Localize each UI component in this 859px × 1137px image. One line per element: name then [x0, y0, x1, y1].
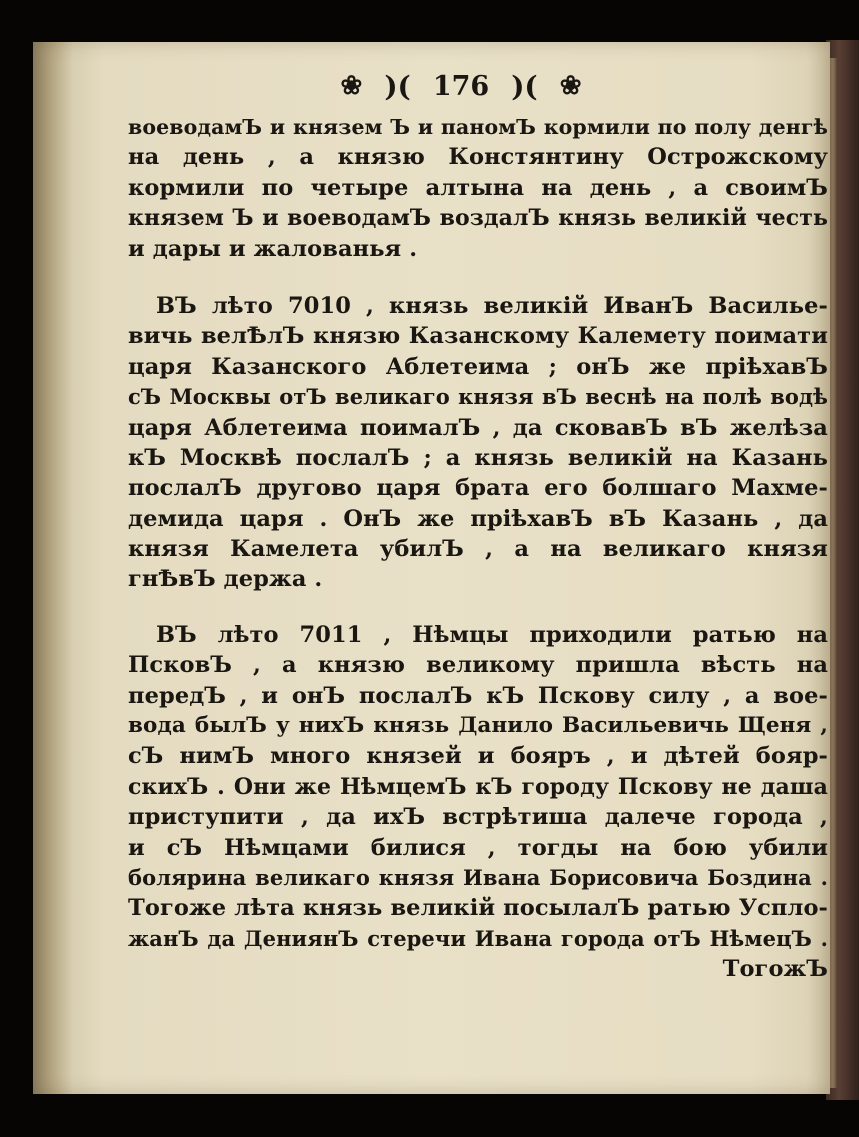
- text-line: вичь велѢлЪ князю Казанскому Калемету поимати: [128, 323, 828, 350]
- book-page: [33, 42, 830, 1094]
- text-line: Тогоже лѣта князь великій посылалЪ ратью Успло-: [128, 895, 828, 922]
- text-line: демида царя . ОнЪ же пріѣхавЪ вЪ Казань , да: [128, 505, 828, 532]
- paragraph-3: [128, 620, 828, 985]
- text-line: кЪ Москвѣ послалЪ ; а князь великій на Казань: [128, 444, 828, 471]
- text-line: князя Камелета убилЪ , а на великаго князя: [128, 536, 828, 563]
- text-line: скихЪ . Они же НѣмцемЪ кЪ городу Пскову не даша: [128, 773, 828, 800]
- text-line: кормили по четыре алтына на день , а своимЪ: [128, 174, 828, 201]
- text-line: царя Аблетеима поималЪ , да сковавЪ вЪ желѣза: [128, 414, 828, 441]
- running-head: [94, 60, 828, 112]
- left-bracket: )(: [384, 69, 411, 103]
- text-line: князем Ъ и воеводамЪ воздалЪ князь великій честь: [128, 205, 828, 232]
- text-line: ВЪ лѣто 7010 , князь великій ИванЪ Василье-: [156, 292, 828, 319]
- paragraph-1: [128, 112, 828, 264]
- right-bracket: )(: [511, 69, 538, 103]
- page-text-block: [128, 60, 828, 985]
- catchword: ТогожЪ: [722, 956, 828, 983]
- text-line: и сЪ Нѣмцами билися , тогды на бою убили: [128, 834, 828, 861]
- page-number: 176: [432, 70, 490, 102]
- text-line: вода былЪ у нихЪ князь Данило Васильевичь Щеня ,: [128, 713, 828, 739]
- text-line: ПсковЪ , а князю великому пришла вѣсть на: [128, 652, 828, 679]
- text-line: на день , а князю Констянтину Острожскому: [128, 144, 828, 171]
- text-line: послалЪ другово царя брата его болшаго Махме-: [128, 475, 828, 502]
- right-ornament-icon: ❀: [559, 71, 582, 101]
- text-line: сЪ нимЪ много князей и бояръ , и дѣтей бояр-: [128, 743, 828, 770]
- paragraph-2: [128, 291, 828, 595]
- text-line: и дары и жалованья .: [128, 235, 418, 262]
- text-line: воеводамЪ и князем Ъ и паномЪ кормили по полу денгѣ: [128, 115, 828, 139]
- left-ornament-icon: ❀: [340, 71, 363, 101]
- text-line: сЪ Москвы отЪ великаго князя вЪ веснѣ на полѣ водѣ: [128, 384, 828, 410]
- text-line: жанЪ да ДениянЪ стеречи Ивана города отЪ НѣмецЪ .: [128, 925, 828, 951]
- text-line: приступити , да ихЪ встрѣтиша далече города ,: [128, 804, 828, 831]
- text-line: ВЪ лѣто 7011 , Нѣмцы приходили ратью на: [156, 621, 828, 648]
- text-line: передЪ , и онЪ послалЪ кЪ Пскову силу , а вое-: [128, 682, 828, 709]
- text-line: болярина великаго князя Ивана Борисовича Боздина .: [128, 864, 828, 890]
- text-line: гнѢвЪ держа .: [128, 566, 323, 593]
- text-line: царя Казанского Аблетеима ; онЪ же пріѣхавЪ: [128, 353, 828, 380]
